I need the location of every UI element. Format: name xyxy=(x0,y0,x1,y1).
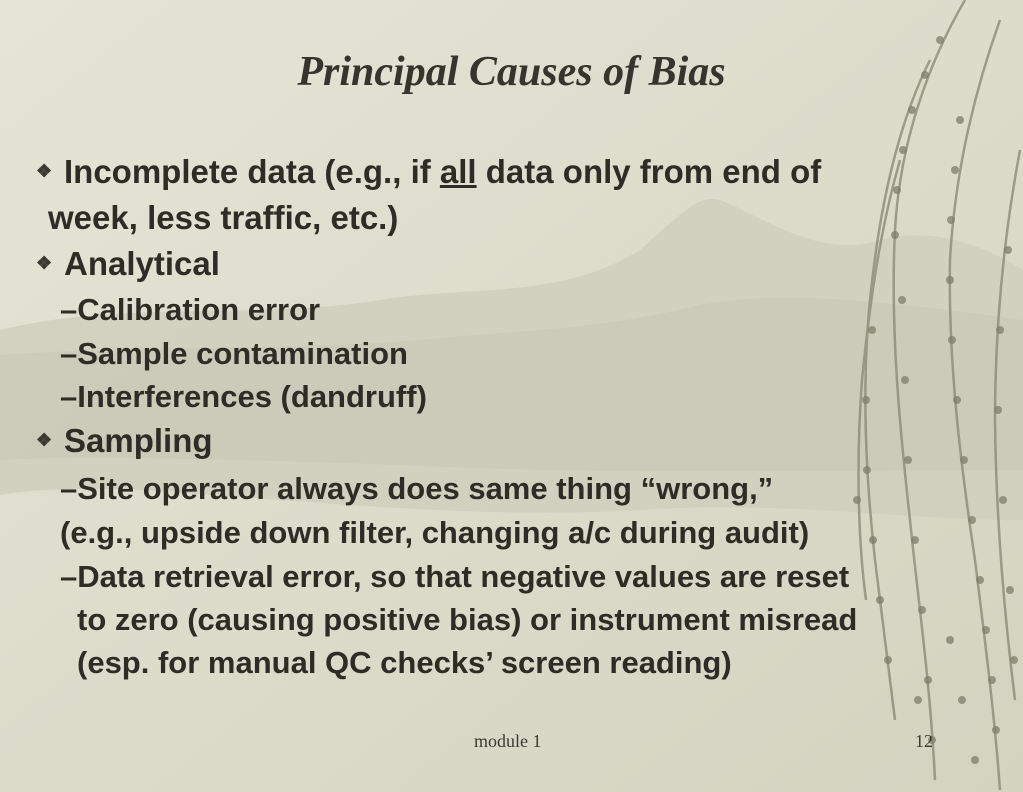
bullet-label: Sampling xyxy=(64,422,213,459)
sub-item-data-retrieval-error: –Data retrieval error, so that negative values are reset xyxy=(60,559,850,594)
sub-item-interferences: –Interferences (dandruff) xyxy=(60,379,427,414)
bullet-label: Analytical xyxy=(64,245,220,282)
sub-item-data-retrieval-continuation-2: (esp. for manual QC checks’ screen reading) xyxy=(77,645,732,680)
sub-item-site-operator: –Site operator always does same thing “wrong,” xyxy=(60,471,774,506)
footer-page-number: 12 xyxy=(915,731,933,751)
slide-title: Principal Causes of Bias xyxy=(297,49,726,95)
bullet-text-post: data only from end of xyxy=(476,153,822,190)
sub-item-data-retrieval-continuation: to zero (causing positive bias) or instrument misread xyxy=(77,602,858,637)
diamond-bullet-icon: ❖ xyxy=(36,160,53,181)
bullet-incomplete-data-continuation: week, less traffic, etc.) xyxy=(48,199,399,236)
sub-item-calibration-error: –Calibration error xyxy=(60,292,321,327)
bullet-text-emphasis: all xyxy=(439,153,477,190)
bullet-analytical xyxy=(36,245,220,283)
bullet-incomplete-data xyxy=(36,153,821,191)
footer-module-label: module 1 xyxy=(474,731,542,751)
sub-item-sample-contamination: –Sample contamination xyxy=(60,336,408,371)
bullet-text-pre: Incomplete data (e.g., if xyxy=(64,153,440,190)
sub-item-site-operator-example: (e.g., upside down filter, changing a/c during audit) xyxy=(60,515,810,550)
diamond-bullet-icon: ❖ xyxy=(36,429,53,450)
bullet-sampling xyxy=(36,422,213,460)
diamond-bullet-icon: ❖ xyxy=(36,252,53,273)
